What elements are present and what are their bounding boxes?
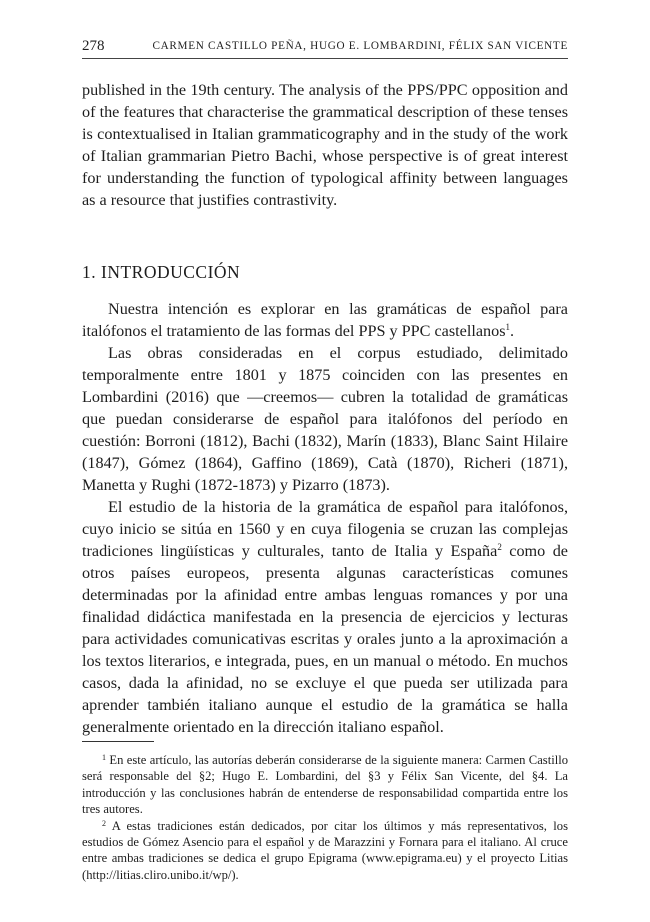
- footnote-2-mark: 2: [102, 818, 106, 828]
- paragraph-3-text-b: como de otros países europeos, presenta algunas características comunes determinadas por la afinidad entre ambas lenguas romances y por una finalidad didáctica manifestada en la presencia de ejercicios y lecturas para actividades comunicativas escritas y orales junto a la aproximación a los textos literarios, e integrada, pues, en un manual o método. En muchos casos, dada la afinidad, no se excluye el que pueda ser utilizada para aprender también italiano aunque el estudio de la gramática se halla generalmente orientado en la dirección italiano español.: [82, 542, 568, 736]
- footnote-ref-1: 1: [505, 322, 511, 332]
- footnote-1-text: En este artículo, las autorías deberán considerarse de la siguiente manera: Carmen Castillo será responsable del §2; Hugo E. Lombardini, del §3 y Félix San Vicente, del §4. La introducción y las conclusiones habrán de entenderse de responsabilidad compartida entre los tres autores.: [82, 753, 568, 817]
- footnote-separator: [82, 741, 154, 742]
- paragraph-1-end: .: [510, 322, 515, 340]
- running-head-authors: CARMEN CASTILLO PEÑA, HUGO E. LOMBARDINI, FÉLIX SAN VICENTE: [152, 40, 568, 52]
- running-header: [82, 38, 568, 59]
- paragraph-1-text: Nuestra intención es explorar en las gramáticas de español para italófonos el tratamiento de las formas del PPS y PPC castellanos: [82, 300, 568, 340]
- abstract-text: published in the 19th century. The analysis of the PPS/PPC opposition and of the features that characterise the grammatical description of these tenses is contextualised in Italian grammaticography and in the study of the work of Italian grammarian Pietro Bachi, whose perspective is of great interest for understanding the function of typological affinity between languages as a resource that justifies contrastivity.: [82, 81, 568, 209]
- paragraph-3: [82, 496, 568, 738]
- paragraph-3-text-a: El estudio de la historia de la gramática de español para italófonos, cuyo inicio se sitúa en 1560 y en cuya filogenia se cruzan las complejas tradiciones lingüísticas y culturales, tanto de Italia y España: [82, 498, 568, 560]
- footnote-1: [82, 752, 568, 818]
- paragraph-1: [82, 298, 568, 342]
- footnote-2-text: A estas tradiciones están dedicados, por citar los últimos y más representativos, los estudios de Gómez Asencio para el español y de Marazzini y Fornara para el italiano. Al cruce entre ambas tradiciones se dedica el grupo Epigrama (www.epigrama.eu) y el proyecto Litias (http://litias.cliro.unibo.it/wp/).: [82, 818, 568, 882]
- footnotes: [82, 752, 568, 883]
- page-number: 278: [82, 38, 105, 54]
- footnote-ref-2: 2: [497, 542, 502, 552]
- body-text: [82, 298, 568, 738]
- section-heading: 1. INTRODUCCIÓN: [82, 262, 241, 282]
- footnote-2: [82, 818, 568, 884]
- footnote-1-mark: 1: [102, 753, 106, 762]
- paragraph-2: Las obras consideradas en el corpus estudiado, delimitado temporalmente entre 1801 y 1875 coinciden con las presentes en Lombardini (2016) que —creemos— cubren la totalidad de gramáticas que puedan considerarse de español para italófonos del período en cuestión: Borroni (1812), Bachi (1832), Marín (1833), Blanc Saint Hilaire (1847), Gómez (1864), Gaffino (1869), Catà (1870), Richeri (1871), Manetta y Rughi (1872-1873) y Pizarro (1873).: [82, 344, 568, 494]
